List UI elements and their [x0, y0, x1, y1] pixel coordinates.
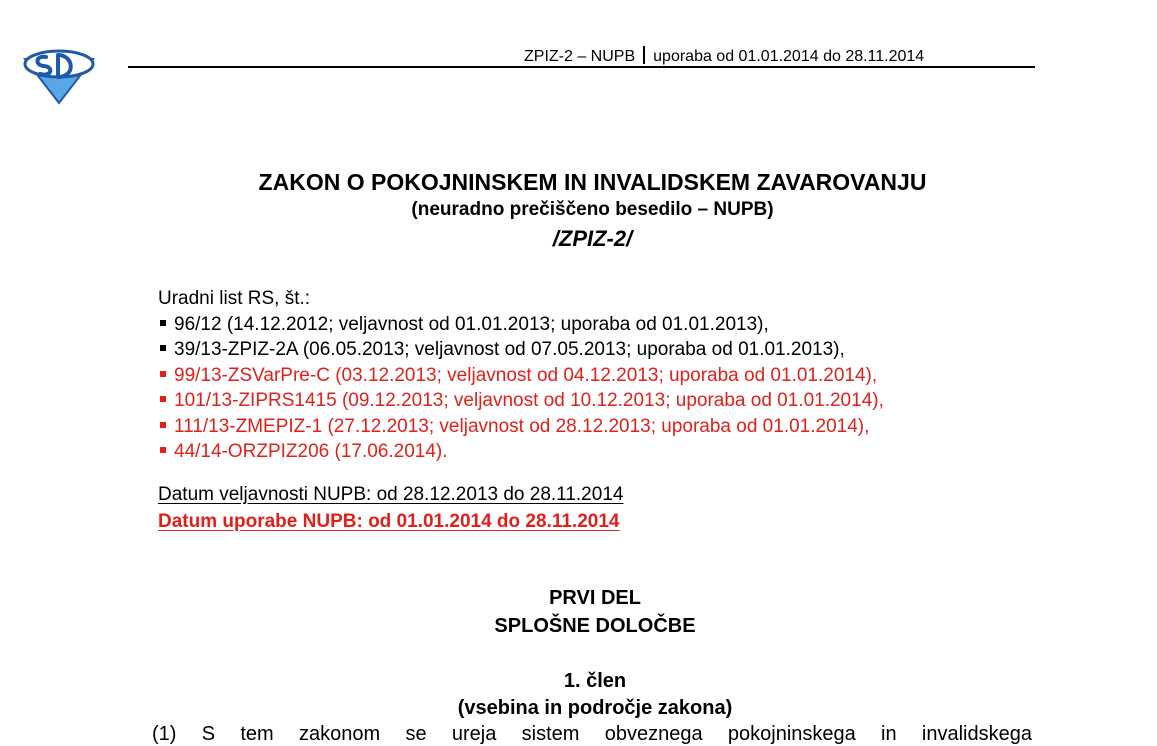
list-item: 96/12 (14.12.2012; veljavnost od 01.01.2013; uporaba od 01.01.2013), [158, 312, 884, 338]
header-doc-code: ZPIZ-2 – NUPB [524, 48, 636, 65]
header-usage-period: uporaba od 01.01.2014 do 28.11.2014 [653, 48, 925, 65]
nupb-dates [158, 481, 623, 535]
sd-logo [22, 47, 96, 105]
article-number: 1. člen [563, 670, 627, 692]
article-name: (vsebina in področje zakona) [457, 697, 733, 719]
validity-date: Datum veljavnosti NUPB: od 28.12.2013 do 28.11.2014 [158, 484, 624, 505]
bullet-icon [160, 396, 166, 402]
bullet-icon [160, 447, 166, 453]
header-separator [643, 46, 645, 64]
bullet-icon [160, 345, 166, 351]
part-name: SPLOŠNE DOLOČBE [494, 615, 696, 637]
list-item: 44/14-ORZPIZ206 (17.06.2014). [158, 439, 884, 465]
bullet-icon [160, 371, 166, 377]
header-rule [128, 66, 1035, 68]
bullet-icon [160, 422, 166, 428]
list-item: 101/13-ZIPRS1415 (09.12.2013; veljavnost od 10.12.2013; uporaba od 01.01.2014), [158, 388, 884, 414]
gazette-list [158, 286, 884, 465]
law-subtitle: (neuradno prečiščeno besedilo – NUPB) [411, 199, 774, 220]
list-item: 99/13-ZSVarPre-C (03.12.2013; veljavnost od 04.12.2013; uporaba od 01.01.2014), [158, 363, 884, 389]
law-abbreviation: /ZPIZ-2/ [552, 226, 633, 251]
running-header [524, 46, 924, 66]
law-title: ZAKON O POKOJNINSKEM IN INVALIDSKEM ZAVAROVANJU [258, 169, 927, 195]
bullet-icon [160, 320, 166, 326]
part-number: PRVI DEL [549, 587, 641, 609]
article-paragraph: (1) S tem zakonom se ureja sistem obveznega pokojninskega in invalidskega [152, 723, 1032, 745]
list-item: 39/13-ZPIZ-2A (06.05.2013; veljavnost od 07.05.2013; uporaba od 01.01.2013), [158, 337, 884, 363]
gazette-label: Uradni list RS, št.: [158, 288, 311, 309]
list-item: 111/13-ZMEPIZ-1 (27.12.2013; veljavnost od 28.12.2013; uporaba od 01.01.2014), [158, 414, 884, 440]
usage-date: Datum uporabe NUPB: od 01.01.2014 do 28.11.2014 [158, 511, 620, 532]
